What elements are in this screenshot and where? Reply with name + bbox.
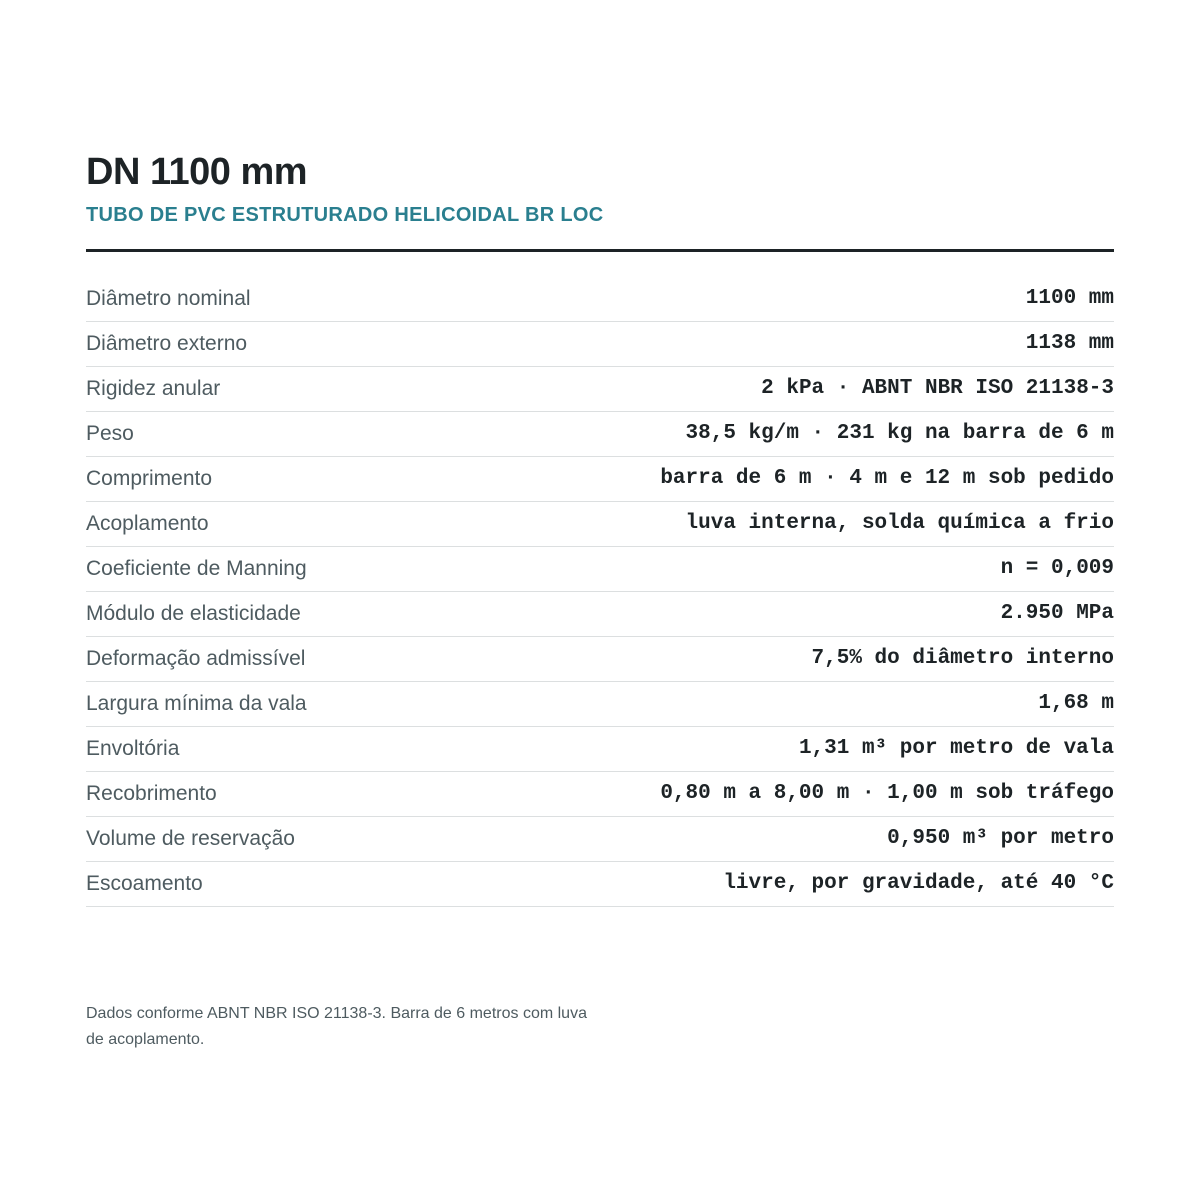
spec-row <box>86 277 1114 322</box>
spec-label: Escoamento <box>86 872 203 895</box>
spec-value: luva interna, solda química a frio <box>685 512 1114 535</box>
spec-row <box>86 862 1114 907</box>
spec-row <box>86 502 1114 547</box>
spec-value: barra de 6 m · 4 m e 12 m sob pedido <box>660 467 1114 490</box>
spec-label: Largura mínima da vala <box>86 692 307 715</box>
spec-value: 1,68 m <box>1038 692 1114 715</box>
spec-row <box>86 682 1114 727</box>
spec-row <box>86 637 1114 682</box>
spec-row <box>86 412 1114 457</box>
spec-label: Recobrimento <box>86 782 217 805</box>
spec-sheet <box>86 150 1114 907</box>
spec-value: 0,80 m a 8,00 m · 1,00 m sob tráfego <box>660 782 1114 805</box>
spec-value: 38,5 kg/m · 231 kg na barra de 6 m <box>685 422 1114 445</box>
spec-row <box>86 367 1114 412</box>
spec-label: Peso <box>86 422 134 445</box>
spec-row <box>86 772 1114 817</box>
spec-label: Diâmetro externo <box>86 332 248 355</box>
spec-label: Comprimento <box>86 467 213 490</box>
spec-row <box>86 727 1114 772</box>
spec-value: 2.950 MPa <box>1000 602 1114 625</box>
spec-row <box>86 457 1114 502</box>
spec-value: 2 kPa · ABNT NBR ISO 21138-3 <box>761 377 1114 400</box>
spec-row <box>86 322 1114 367</box>
spec-label: Coeficiente de Manning <box>86 557 307 580</box>
spec-table <box>86 277 1114 907</box>
product-subtitle: TUBO DE PVC ESTRUTURADO HELICOIDAL BR LOC <box>86 204 604 226</box>
spec-label: Módulo de elasticidade <box>86 602 301 625</box>
spec-row <box>86 547 1114 592</box>
footnote: Dados conforme ABNT NBR ISO 21138-3. Barra de 6 metros com luva de acoplamento. <box>86 1005 587 1048</box>
spec-row <box>86 817 1114 862</box>
spec-value: 1,31 m³ por metro de vala <box>798 737 1114 760</box>
spec-label: Rigidez anular <box>86 377 221 400</box>
spec-value: n = 0,009 <box>1000 557 1114 580</box>
spec-label: Envoltória <box>86 737 180 760</box>
spec-value: 7,5% do diâmetro interno <box>811 647 1114 670</box>
spec-value: 0,950 m³ por metro <box>887 827 1114 850</box>
spec-label: Volume de reservação <box>86 827 295 850</box>
spec-label: Acoplamento <box>86 512 209 535</box>
spec-row <box>86 592 1114 637</box>
spec-value: 1138 mm <box>1025 332 1114 355</box>
spec-label: Deformação admissível <box>86 647 306 670</box>
page-title: DN 1100 mm <box>86 151 308 193</box>
spec-value: 1100 mm <box>1025 287 1114 310</box>
spec-value: livre, por gravidade, até 40 °C <box>723 872 1114 895</box>
header-divider <box>86 249 1114 252</box>
spec-label: Diâmetro nominal <box>86 287 251 310</box>
